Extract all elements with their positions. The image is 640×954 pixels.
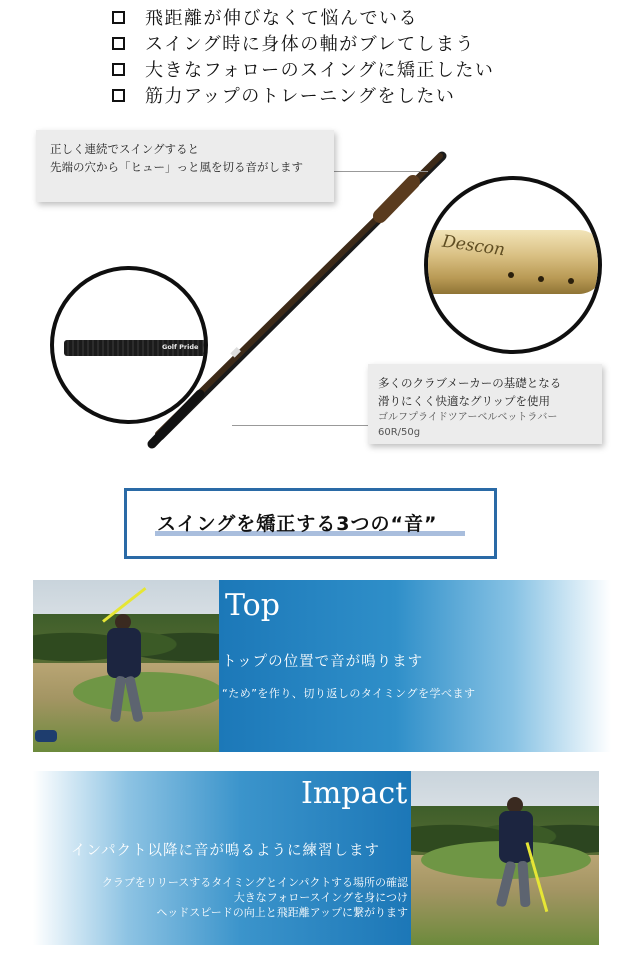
brand-logo: Descon	[440, 231, 507, 261]
golfer-impact-photo	[411, 771, 599, 945]
panel-heading: Top	[225, 588, 280, 623]
checklist-text: 筋力アップのトレーニングをしたい	[145, 86, 456, 107]
callout-text: 多くのクラブメーカーの基礎となる	[378, 376, 562, 390]
checklist-text: 飛距離が伸びなくて悩んでいる	[145, 8, 418, 29]
checkbox-icon	[112, 89, 125, 102]
description-line: ヘッドスピードの向上と飛距離アップに繋がります	[156, 906, 408, 919]
callout-grip-feature	[368, 364, 602, 444]
panel-subheading: インパクト以降に音が鳴るように練習します	[71, 843, 380, 859]
description-line: クラブをリリースするタイミングとインパクトする場所の確認	[101, 876, 408, 889]
callout-text: 滑りにくく快適なグリップを使用	[378, 394, 551, 408]
checklist-item	[112, 30, 494, 56]
checklist	[112, 4, 494, 108]
checklist-item	[112, 56, 494, 82]
checkbox-icon	[112, 37, 125, 50]
grip-closeup	[50, 266, 208, 424]
panel-heading: Impact	[301, 776, 408, 811]
golfer-top-photo	[33, 580, 219, 752]
tip-closeup	[424, 176, 602, 354]
sound-hole-icon	[508, 272, 514, 278]
sound-hole-icon	[568, 278, 574, 284]
checklist-text: 大きなフォローのスイングに矯正したい	[145, 60, 495, 81]
callout-sound-feature	[36, 130, 334, 202]
checklist-item	[112, 82, 494, 108]
checklist-item	[112, 4, 494, 30]
grip-logo: Golf Pride	[162, 343, 199, 351]
callout-text: 先端の穴から「ヒュー」っと風を切る音がします	[50, 160, 303, 174]
panel-description	[53, 875, 408, 920]
checkbox-icon	[112, 63, 125, 76]
panel-description: “ため”を作り、切り返しのタイミングを学べます	[222, 687, 476, 700]
description-line: 大きなフォロースイングを身につけ	[233, 891, 408, 904]
callout-text: 60R/50g	[378, 427, 421, 438]
section-title-banner	[124, 488, 497, 559]
sound-hole-icon	[538, 276, 544, 282]
callout-leader-line	[334, 171, 428, 172]
checklist-text: スイング時に身体の軸がブレてしまう	[145, 34, 476, 55]
checkbox-icon	[112, 11, 125, 24]
product-illustration	[0, 118, 640, 463]
callout-text: ゴルフプライドツアーベルベットラバー	[378, 412, 558, 423]
top-panel	[33, 580, 611, 752]
impact-panel	[33, 771, 599, 945]
panel-subheading: トップの位置で音が鳴ります	[222, 654, 424, 670]
section-title: スイングを矯正する3つの“音”	[157, 513, 438, 535]
callout-leader-line	[232, 425, 368, 426]
callout-text: 正しく連続でスイングすると	[50, 142, 200, 156]
